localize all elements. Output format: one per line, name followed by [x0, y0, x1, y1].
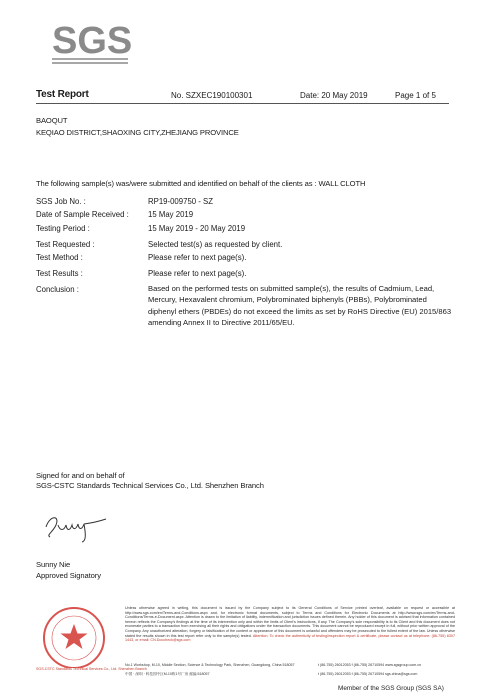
sgs-logo-text: SGS: [52, 20, 133, 62]
page-number: Page 1 of 5: [395, 91, 436, 100]
conclusion-text: Based on the performed tests on submitted sample(s), the results of Cadmium, Lead, Mercury, Hexavalent chromium, Polybrominated biphenyls (PBBs), Polybrominated diphenyl ethers (PBDEs) do not exceed the limits as set by RoHS Directive (EU) 2015/863 amending Annex II to Directive 2011/65/EU.: [148, 284, 452, 328]
field-label: Test Method :: [36, 253, 83, 262]
handwritten-signature: [42, 505, 110, 545]
report-date: Date: 20 May 2019: [300, 91, 368, 100]
field-value: 15 May 2019 - 20 May 2019: [148, 224, 246, 233]
signatory-name: Sunny Nie: [36, 560, 71, 569]
field-value: RP19-009750 - SZ: [148, 197, 214, 206]
contact-english: t (86-755) 26012053 f (86-755) 26710594 www.sgsgroup.com.cn: [318, 663, 422, 667]
header-divider: [36, 103, 449, 104]
address-chinese: 中国 · 深圳 · 科技园中区M-10栋1号厂房 邮编:518057: [125, 672, 210, 676]
member-of-group: Member of the SGS Group (SGS SA): [338, 685, 444, 692]
field-value: Please refer to next page(s).: [148, 253, 247, 262]
applicant-name: BAOQUT: [36, 116, 68, 125]
conclusion-label: Conclusion :: [36, 285, 79, 294]
contact-chinese: t (86-755) 26012053 f (86-755) 26710594 sgs.china@sgs.com: [318, 672, 418, 676]
signed-for-label: Signed for and on behalf of: [36, 471, 125, 480]
field-label: Date of Sample Received :: [36, 210, 129, 219]
report-number: No. SZXEC190100301: [171, 91, 253, 100]
authenticity-notice: Attention: To check the authenticity of testing/inspection report & certificate, please contact us at telephone: (86-755) 8307 1443, or email: CN.Doccheck@sgs.com: [125, 633, 456, 643]
signatory-role: Approved Signatory: [36, 571, 101, 580]
sgs-logo-graphic: [44, 15, 134, 69]
report-title: Test Report: [36, 89, 89, 100]
terms-fine-print: [125, 606, 455, 643]
field-label: Test Requested :: [36, 240, 95, 249]
field-value: Please refer to next page(s).: [148, 269, 247, 278]
address-english: No.1 Workshop, M-10, Middle Section, Science & Technology Park, Shenzhen, Guangdong, China 518057: [125, 663, 295, 667]
field-label: SGS Job No. :: [36, 197, 86, 206]
field-label: Test Results :: [36, 269, 83, 278]
terms-text: Unless otherwise agreed in writing, this document is issued by the Company subject to its General Conditions of Service printed overleaf, available on request or accessible at http://www.sgs.com/en/Terms-and-Conditions.aspx and, for electronic format documents, subject to Terms and Conditions for Electronic Documents at http://www.sgs.com/en/Terms-and-Conditions/Terms-e-Document.aspx. Attention is drawn to the limitation of liability, indemnification and jurisdiction issues defined therein. Any holder of this document is advised that information contained hereon reflects the Company's findings at the time of its intervention only and within the limits of Client's instructions, if any. The Company's sole responsibility is to its Client and this document does not exonerate parties to a transaction from exercising all their rights and obligations under the transaction documents. This document cannot be reproduced except in full, without prior written approval of the Company. Any unauthorized alteration, forgery or falsification of the content or appearance of this document is unlawful and offenders may be prosecuted to the fullest extent of the law. Unless otherwise stated the results shown in this test report refer only to the sample(s) tested.: [125, 606, 455, 638]
stamp-caption: SGS-CSTC Standards Technical Services Co., Ltd. Shenzhen Branch: [36, 667, 147, 671]
signing-company: SGS-CSTC Standards Technical Services Co., Ltd. Shenzhen Branch: [36, 481, 264, 490]
field-value: Selected test(s) as requested by client.: [148, 240, 283, 249]
sgs-logo: [44, 15, 134, 69]
sample-intro: The following sample(s) was/were submitted and identified on behalf of the clients as : WALL CLOTH: [36, 179, 366, 188]
field-label: Testing Period :: [36, 224, 90, 233]
applicant-address: KEQIAO DISTRICT,SHAOXING CITY,ZHEJIANG PROVINCE: [36, 128, 239, 137]
field-value: 15 May 2019: [148, 210, 194, 219]
